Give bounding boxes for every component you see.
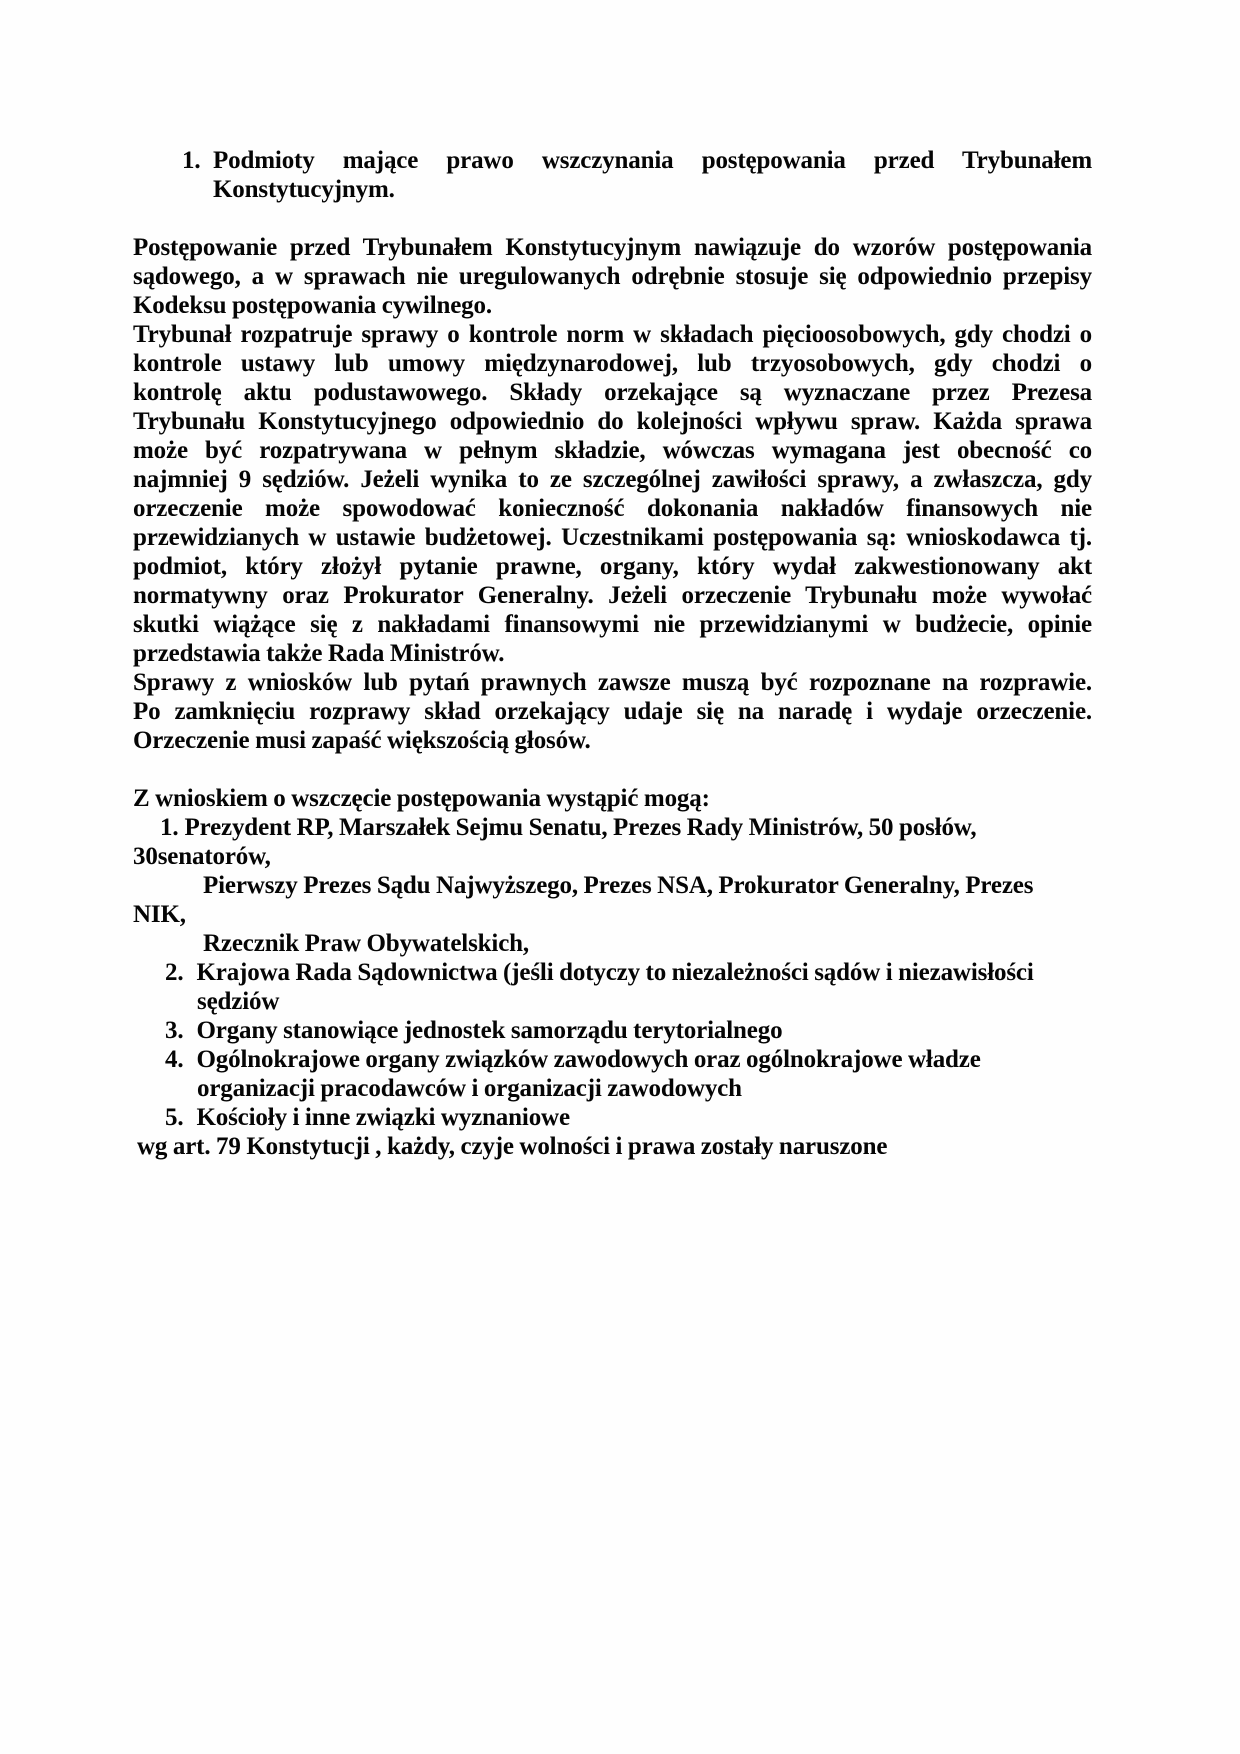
list-text: Organy stanowiące jednostek samorządu terytorialnego	[196, 1017, 783, 1044]
text-line: Po zamknięciu rozprawy skład orzekający udaje się na naradę i wydaje orzeczenie.	[133, 698, 1092, 725]
text-line: Kodeksu postępowania cywilnego.	[133, 292, 492, 319]
text-line: może być rozpatrywana w pełnym składzie, wówczas wymagana jest obecność co	[133, 437, 1092, 464]
list-line	[133, 958, 1092, 987]
list-text: 30senatorów,	[133, 843, 271, 870]
list-text: Ogólnokrajowe organy związków zawodowych oraz ogólnokrajowe władze	[196, 1046, 981, 1073]
text-line: skutki wiążące się z nakładami finansowymi nie przewidzianymi w budżecie, opinie	[133, 611, 1092, 638]
list-marker: 3.	[165, 1017, 184, 1044]
list-text: Prezydent RP, Marszałek Sejmu Senatu, Prezes Rady Ministrów, 50 posłów,	[184, 814, 977, 841]
text-line: przedstawia także Rada Ministrów.	[133, 640, 505, 667]
list-text: Pierwszy Prezes Sądu Najwyższego, Prezes NSA, Prokurator Generalny, Prezes	[203, 872, 1034, 899]
paragraph-procedure-basis	[133, 233, 1092, 320]
heading-line	[133, 175, 1092, 204]
list-line	[133, 987, 1092, 1016]
text-line: Orzeczenie musi zapaść większością głosów.	[133, 727, 591, 754]
heading-number: 1.	[182, 147, 201, 174]
list-line	[133, 1045, 1092, 1074]
text-line: sądowego, a w sprawach nie uregulowanych odrębnie stosuje się odpowiednio przepisy	[133, 263, 1092, 290]
list-text: wg art. 79 Konstytucji , każdy, czyje wolności i prawa zostały naruszone	[137, 1133, 888, 1160]
list-marker: 5.	[165, 1104, 184, 1131]
list-text: Rzecznik Praw Obywatelskich,	[203, 930, 530, 957]
text-line: Sprawy z wniosków lub pytań prawnych zawsze muszą być rozpoznane na rozprawie.	[133, 669, 1092, 696]
list-text: NIK,	[133, 901, 186, 928]
heading-text: Podmioty mające prawo wszczynania postępowania przed Trybunałem	[213, 147, 1092, 174]
list-line	[133, 842, 1092, 871]
list-text: Kościoły i inne związki wyznaniowe	[196, 1104, 570, 1131]
heading-text: Konstytucyjnym.	[213, 176, 395, 203]
petition-section	[133, 784, 1092, 1161]
paragraph-hearing-ruling	[133, 668, 1092, 755]
list-marker: 1.	[160, 814, 179, 841]
list-line	[133, 1074, 1092, 1103]
list-line	[133, 813, 1092, 842]
list-line	[133, 929, 1092, 958]
text-line: Trybunału Konstytucyjnego odpowiednio do kolejności wpływu spraw. Każda sprawa	[133, 408, 1092, 435]
heading-item	[133, 146, 1092, 204]
paragraph-panel-composition	[133, 320, 1092, 668]
text-line: podmiot, który złożył pytanie prawne, organy, który wydał zakwestionowany akt	[133, 553, 1092, 580]
text-line: kontrole ustawy lub umowy międzynarodowej, lub trzyosobowych, gdy chodzi o	[133, 350, 1092, 377]
list-text: Krajowa Rada Sądownictwa (jeśli dotyczy to niezależności sądów i niezawisłości	[196, 959, 1034, 986]
list-line	[133, 871, 1092, 900]
list-line	[133, 900, 1092, 929]
text-line: normatywny oraz Prokurator Generalny. Jeżeli orzeczenie Trybunału może wywołać	[133, 582, 1092, 609]
text-line: kontrolę aktu podustawowego. Składy orzekające są wyznaczane przez Prezesa	[133, 379, 1092, 406]
text-line: Trybunał rozpatruje sprawy o kontrole norm w składach pięcioosobowych, gdy chodzi o	[133, 321, 1092, 348]
text-line: najmniej 9 sędziów. Jeżeli wynika to ze szczególnej zawiłości sprawy, a zwłaszcza, gdy	[133, 466, 1092, 493]
text-line: orzeczenie może spowodować konieczność dokonania nakładów finansowych nie	[133, 495, 1092, 522]
list-line	[133, 1103, 1092, 1132]
text-line: Postępowanie przed Trybunałem Konstytucyjnym nawiązuje do wzorów postępowania	[133, 234, 1092, 261]
petition-intro: Z wnioskiem o wszczęcie postępowania wystąpić mogą:	[133, 785, 710, 812]
list-line	[133, 1132, 1092, 1161]
list-text: sędziów	[197, 988, 280, 1015]
list-line	[133, 1016, 1092, 1045]
list-marker: 4.	[165, 1046, 184, 1073]
list-text: organizacji pracodawców i organizacji zawodowych	[197, 1075, 742, 1102]
text-line: przewidzianych w ustawie budżetowej. Uczestnikami postępowania są: wnioskodawca tj.	[133, 524, 1092, 551]
heading-line	[133, 146, 1092, 175]
list-marker: 2.	[165, 959, 184, 986]
document-content	[133, 146, 1092, 1161]
